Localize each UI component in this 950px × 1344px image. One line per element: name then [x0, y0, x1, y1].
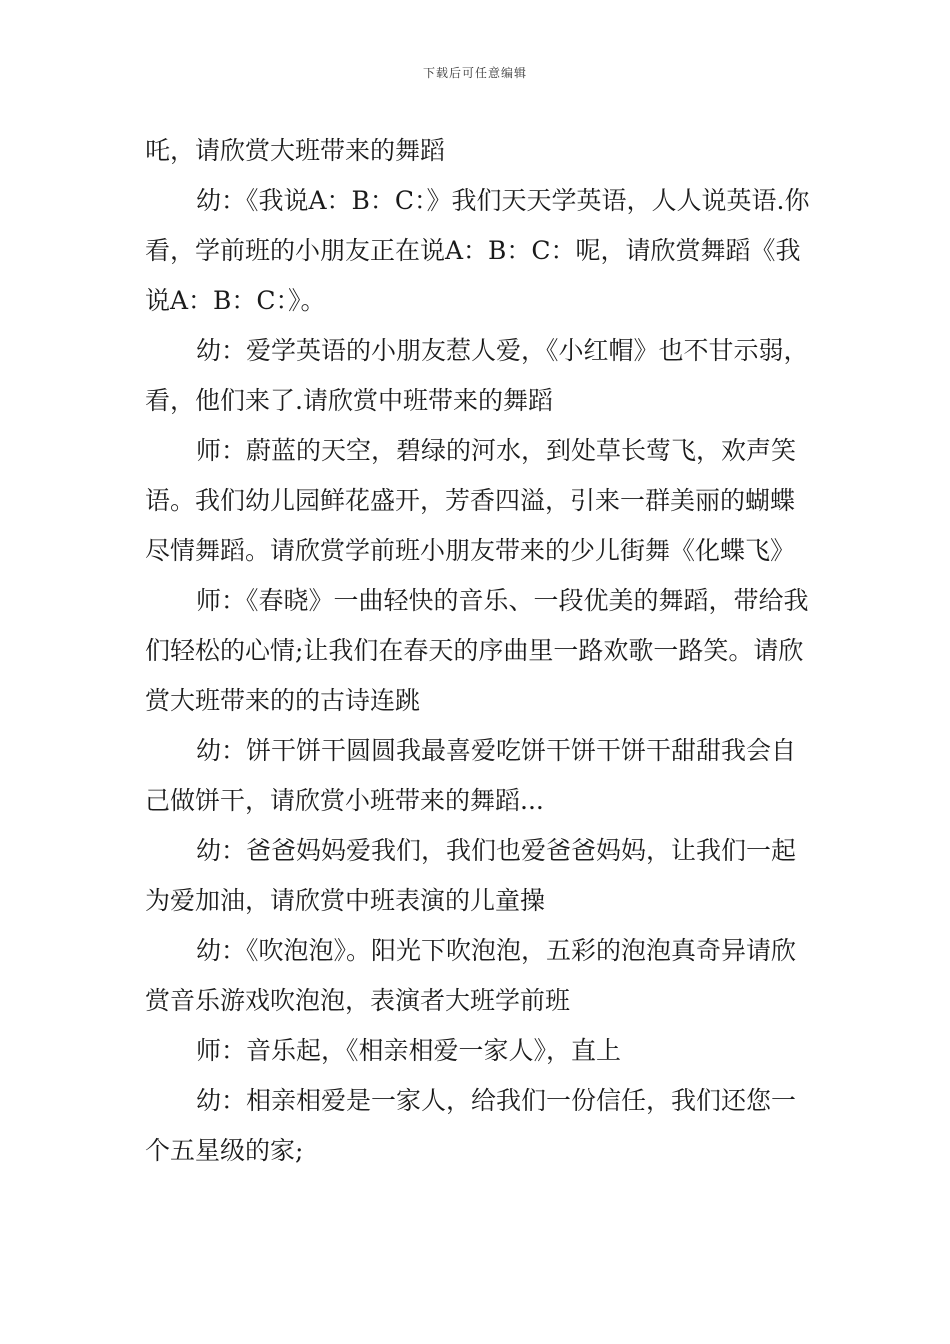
paragraph: 师：蔚蓝的天空，碧绿的河水，到处草长莺飞，欢声笑语。我们幼儿园鲜花盛开，芳香四溢，引来一群美丽的蝴蝶尽情舞蹈。请欣赏学前班小朋友带来的少儿街舞《化蝶飞》 — [145, 436, 797, 565]
paragraph: 师：《春晓》一曲轻快的音乐、一段优美的舞蹈，带给我们轻松的心情;让我们在春天的序曲里一路欢歌一路笑。请欣赏大班带来的的古诗连跳 — [145, 586, 809, 715]
paragraph: 幼：《我说A：B：C：》我们天天学英语，人人说英语.你看，学前班的小朋友正在说A：B：C：呢，请欣赏舞蹈《我说A：B：C：》。 — [145, 186, 810, 315]
paragraph: 吒，请欣赏大班带来的舞蹈 — [145, 136, 446, 165]
paragraph: 师：音乐起，《相亲相爱一家人》，直上 — [196, 1036, 622, 1065]
document-body — [145, 126, 810, 1176]
paragraph: 幼：《吹泡泡》。阳光下吹泡泡，五彩的泡泡真奇异请欣赏音乐游戏吹泡泡，表演者大班学前班 — [145, 936, 797, 1015]
paragraph: 幼：爸爸妈妈爱我们，我们也爱爸爸妈妈，让我们一起为爱加油，请欣赏中班表演的儿童操 — [145, 836, 797, 915]
paragraph: 幼：相亲相爱是一家人，给我们一份信任，我们还您一个五星级的家; — [145, 1086, 797, 1165]
page-header-note: 下载后可任意编辑 — [422, 66, 527, 80]
paragraph: 幼：饼干饼干圆圆我最喜爱吃饼干饼干饼干甜甜我会自己做饼干，请欣赏小班带来的舞蹈... — [145, 736, 797, 815]
paragraph: 幼：爱学英语的小朋友惹人爱，《小红帽》也不甘示弱，看，他们来了.请欣赏中班带来的舞蹈 — [145, 336, 809, 415]
